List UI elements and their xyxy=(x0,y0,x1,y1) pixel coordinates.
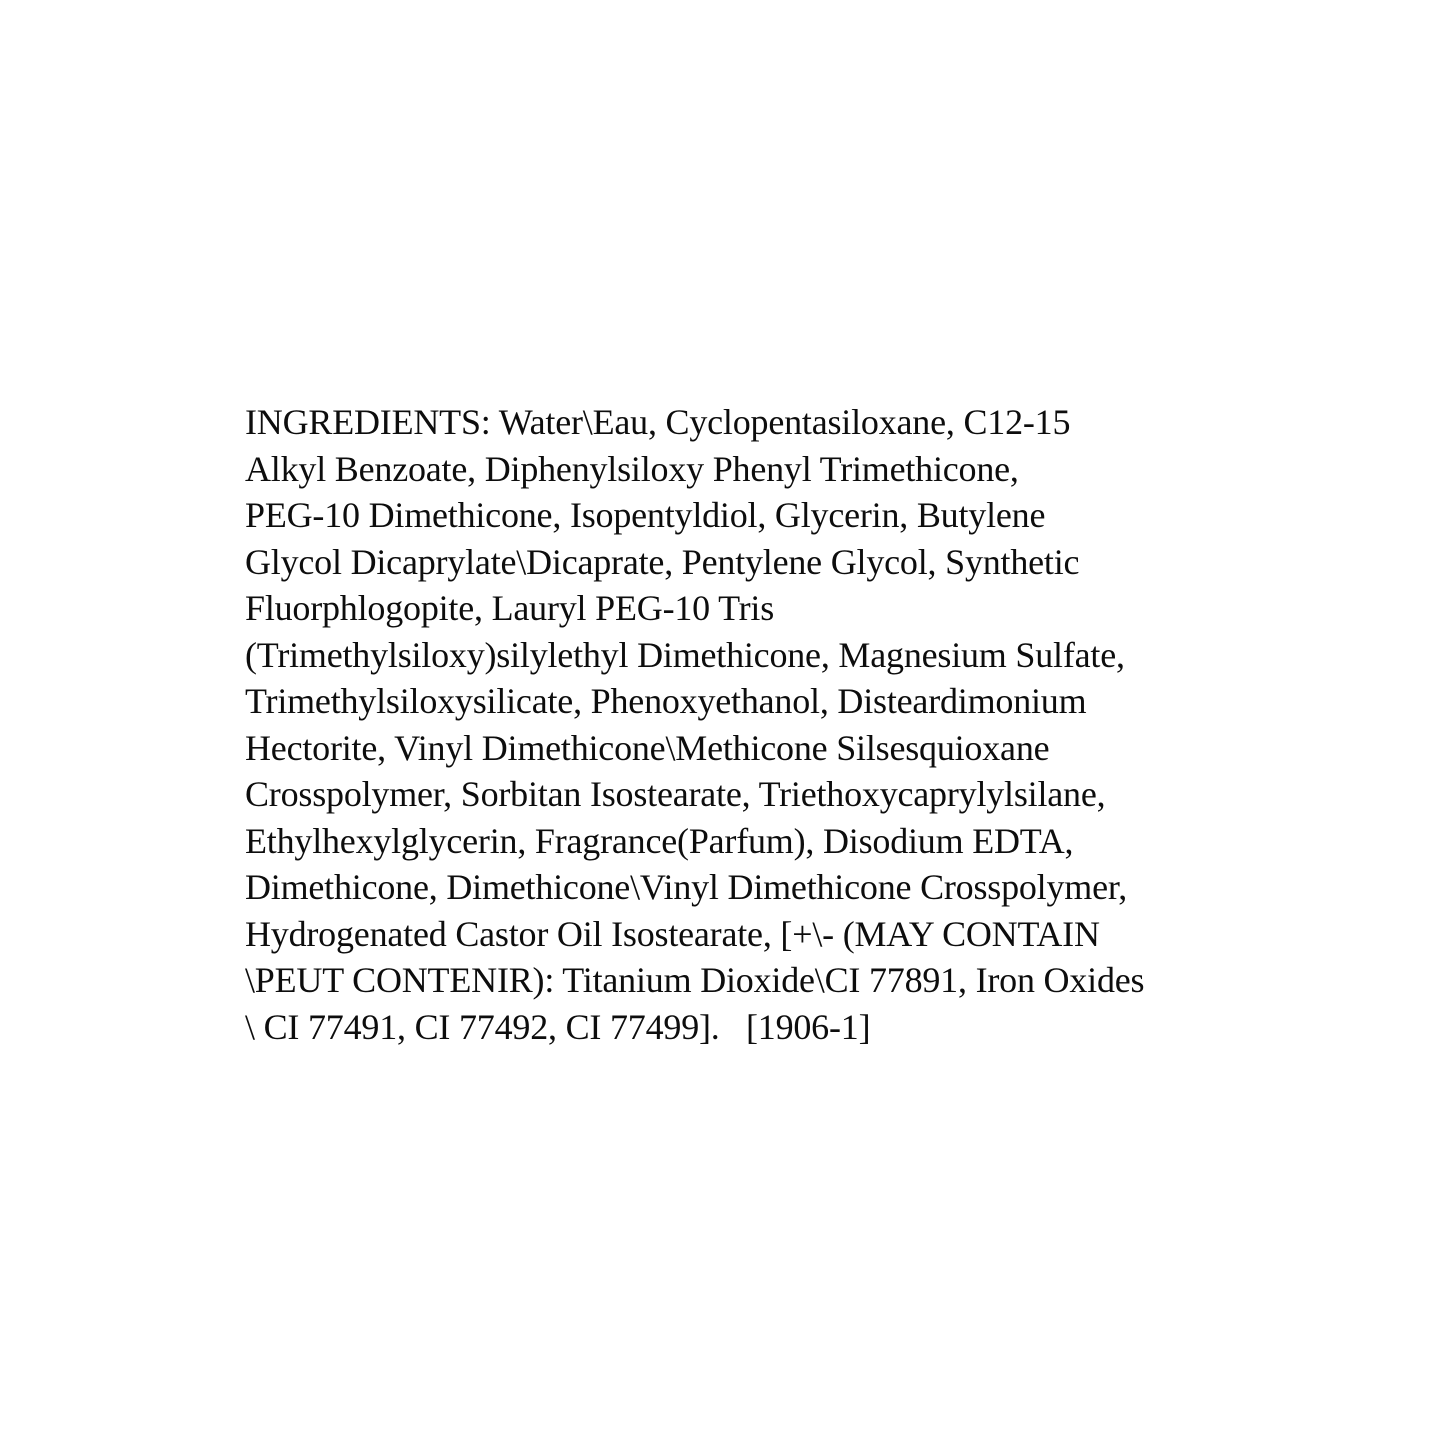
ingredients-line: Hectorite, Vinyl Dimethicone\Methicone Silsesquioxane xyxy=(245,727,1050,768)
ingredients-line: \ CI 77491, CI 77492, CI 77499]. [1906-1] xyxy=(245,1006,871,1047)
ingredients-line: Crosspolymer, Sorbitan Isostearate, Triethoxycaprylylsilane, xyxy=(245,774,1106,814)
ingredients-line: Ethylhexylglycerin, Fragrance(Parfum), Disodium EDTA, xyxy=(245,820,1074,861)
ingredients-line: Glycol Dicaprylate\Dicaprate, Pentylene Glycol, Synthetic xyxy=(245,541,1080,582)
ingredients-line: \PEUT CONTENIR): Titanium Dioxide\CI 77891, Iron Oxides xyxy=(245,960,1145,1000)
ingredients-line: PEG-10 Dimethicone, Isopentyldiol, Glycerin, Butylene xyxy=(245,495,1046,535)
ingredients-line: Alkyl Benzoate, Diphenylsiloxy Phenyl Trimethicone, xyxy=(245,448,1019,489)
ingredients-line: Fluorphlogopite, Lauryl PEG-10 Tris xyxy=(245,588,775,628)
ingredients-line: (Trimethylsiloxy)silylethyl Dimethicone, Magnesium Sulfate, xyxy=(245,634,1125,675)
ingredients-line: Hydrogenated Castor Oil Isostearate, [+\- (MAY CONTAIN xyxy=(245,913,1100,954)
ingredients-line: Dimethicone, Dimethicone\Vinyl Dimethicone Crosspolymer, xyxy=(245,867,1128,907)
ingredients-line: INGREDIENTS: Water\Eau, Cyclopentasiloxane, C12-15 xyxy=(245,402,1071,442)
ingredients-text-block xyxy=(245,399,1245,1050)
ingredients-line: Trimethylsiloxysilicate, Phenoxyethanol, Disteardimonium xyxy=(245,681,1087,721)
